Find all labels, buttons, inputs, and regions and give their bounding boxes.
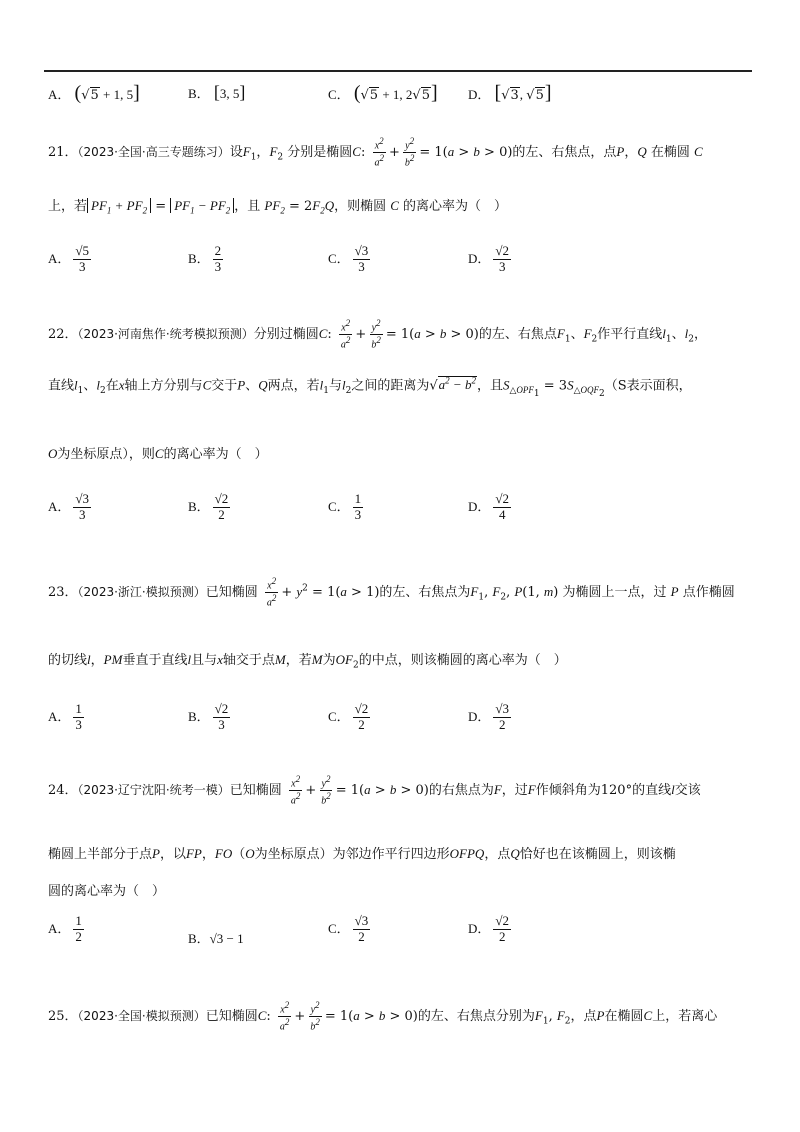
q20-option-a: A． (√5 + 1, 5] (48, 82, 140, 104)
q20-option-c: C． (√5 + 1, 2√5] (328, 82, 438, 104)
header-rule (44, 70, 752, 72)
q23-option-d: D． $\frac{√3}{2}$ (468, 701, 510, 732)
q23-line-1: 23．（2023·浙江·模拟预测）已知椭圆 $\frac{x^2}{a^2}$ + $y^2 = 1(a > 1)$的左、右焦点为$F_1$, $F_2$, P(1, m) 为椭圆上一点，过 P 点作椭圆 (48, 576, 735, 609)
q22-line-2: 直线$l_1$、$l_2$在x轴上方分别与C交于P、Q两点，若$l_1$与$l_2$之间的距离为$√a^2 - b^2$，且$S_{\triangle OPF_1} = 3S_{\triangle OQF_2}(S$表示面积， (48, 376, 692, 399)
q24-option-c: C． $\frac{√3}{2}$ (328, 913, 369, 944)
q25-line-1: 25．（2023·全国·模拟预测）已知椭圆C: $\frac{x^2}{a^2}$ + $\frac{y^2}{b^2}$ = 1(a > b > 0)的左、右焦点分别为$F_1$, $F_2$，点P在椭圆C上，若离心 (48, 1000, 718, 1033)
q21-line-1: 21．（2023·全国·高三专题练习）设$F_1$，$F_2$ 分别是椭圆C: $\frac{x^2}{a^2}$ + $\frac{y^2}{b^2}$ = 1(a > b > 0)的左、右焦点，点P，Q 在椭圆 C (48, 136, 703, 169)
q21-option-d: D． $\frac{√2}{3}$ (468, 243, 510, 274)
q24-option-b: B．√3 − 1 (188, 931, 244, 946)
q21-option-b: B． $\frac{2}{3}$ (188, 243, 222, 274)
q23-option-c: C． $\frac{√2}{2}$ (328, 701, 369, 732)
q24-line-2: 椭圆上半部分于点P，以FP，FO（O为坐标原点）为邻边作平行四边形OFPQ，点Q恰好也在该椭圆上，则该椭 (48, 846, 676, 862)
q21-line-2: 上，若 $PF_1 + PF_2 = PF_1 - PF_2$ ，且 $PF_2 = 2F_2Q$，则椭圆 C 的离心率为（ ） (48, 198, 508, 216)
q22-option-a: A． $\frac{√3}{3}$ (48, 491, 90, 522)
q22-option-d: D． $\frac{√2}{4}$ (468, 491, 510, 522)
q21-option-c: C． $\frac{√3}{3}$ (328, 243, 369, 274)
q22-option-b: B． $\frac{√2}{2}$ (188, 491, 229, 522)
q20-option-b: B． [3, 5] (188, 82, 246, 102)
q22-option-c: C． $\frac{1}{3}$ (328, 491, 362, 522)
q24-line-3: 圆的离心率为（ ） (48, 884, 166, 899)
q23-option-a: A． $\frac{1}{3}$ (48, 701, 82, 732)
q23-line-2: 的切线l，PM垂直于直线l且与x轴交于点M，若M为$OF_2$的中点，则该椭圆的离心率为（ ） (48, 652, 567, 671)
q22-line-3: O为坐标原点），则C的离心率为（ ） (48, 446, 268, 462)
q24-option-a: A． $\frac{1}{2}$ (48, 913, 82, 944)
q22-line-1: 22．（2023·河南焦作·统考模拟预测）分别过椭圆C: $\frac{x^2}{a^2}$ + $\frac{y^2}{b^2}$ = 1(a > b > 0)的左、右焦点$F_1$、$F_2$作平行直线$l_1$、$l_2$， (48, 318, 708, 351)
q24-option-d: D． $\frac{√2}{2}$ (468, 913, 510, 944)
q23-option-b: B． $\frac{√2}{3}$ (188, 701, 229, 732)
q21-option-a: A． $\frac{√5}{3}$ (48, 243, 90, 274)
q20-option-d: D． [√3, √5] (468, 82, 552, 104)
q24-line-1: 24．（2023·辽宁沈阳·统考一模）已知椭圆 $\frac{x^2}{a^2}$ + $\frac{y^2}{b^2}$ = 1(a > b > 0)的右焦点为F，过F作倾斜角为120°的直线l交该 (48, 774, 701, 807)
